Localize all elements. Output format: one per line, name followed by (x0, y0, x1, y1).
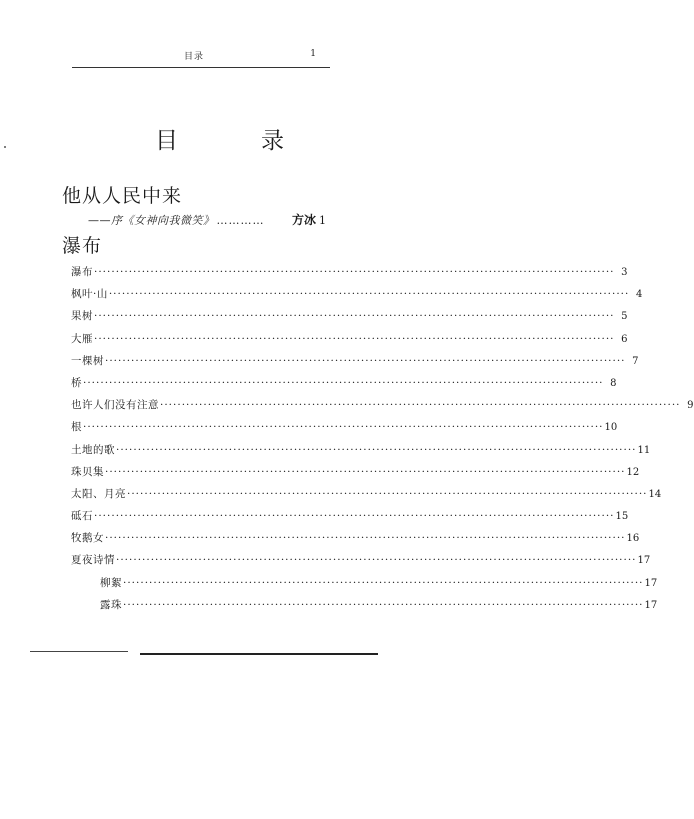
toc-entry (71, 375, 617, 397)
header-rule (72, 67, 330, 68)
toc-entry-title: 大雁 (71, 332, 93, 345)
leader-dots: ························································································································ (123, 598, 644, 611)
footer-rule-right (140, 653, 378, 655)
toc-entry-title: 牧鹅女 (71, 532, 104, 545)
toc-entry-title: 果树 (71, 310, 93, 323)
toc-entry-page: 12 (626, 466, 640, 478)
toc-entry-title: 柳絮 (100, 576, 122, 589)
toc-entry-title: 珠贝集 (71, 465, 104, 478)
toc-entry-title: 也许人们没有注意 (71, 399, 159, 412)
toc-entry-title: 桥 (71, 376, 82, 389)
toc-entry-page: 10 (604, 422, 618, 434)
toc-entry-title: 枫叶·山 (71, 288, 108, 301)
toc-entry-title: 一棵树 (71, 354, 104, 367)
toc-entry-page: 14 (648, 488, 662, 500)
toc-entry-page: 11 (637, 444, 651, 456)
leader-dots: ························································································································ (127, 487, 648, 500)
toc-entry (71, 530, 640, 552)
running-page-number: 1 (310, 49, 316, 59)
leader-dots: ························································································································ (116, 554, 637, 567)
leader-dots: ························································································································ (105, 532, 626, 545)
toc-entry (71, 419, 618, 441)
leader-dots: ························································································································ (123, 576, 644, 589)
toc-entry-page: 4 (636, 289, 643, 301)
toc-entry (71, 331, 628, 353)
toc-entry-title: 根 (71, 421, 82, 434)
toc-entry-page: 17 (644, 577, 658, 589)
toc-entry (71, 442, 651, 464)
leader-dots: ························································································································ (116, 443, 637, 456)
toc-entry-page: 7 (632, 355, 639, 367)
toc-entry-page: 5 (621, 311, 628, 323)
section-title-2: 瀑布 (62, 235, 103, 257)
leader-dots: ························································································································ (83, 376, 604, 389)
toc-entry (71, 264, 628, 286)
leader-dots: ························································································································ (94, 310, 615, 323)
toc-entry (71, 353, 639, 375)
toc-entry (71, 397, 694, 419)
toc-entry-page: 16 (626, 533, 640, 545)
leader-dots: ························································································································ (94, 510, 615, 523)
toc-entry-title: 瀑布 (71, 266, 93, 278)
running-title: 目录 (184, 52, 205, 62)
toc-entry (71, 597, 658, 619)
toc-entry-page: 17 (644, 599, 658, 611)
toc-entry-title: 砥石 (71, 510, 93, 523)
preface-author: 方冰 (291, 213, 316, 227)
leader-dots: ························································································································ (160, 399, 681, 412)
toc-entry-page: 9 (687, 400, 694, 412)
toc-entry-page: 8 (610, 377, 617, 389)
toc-entry (71, 308, 628, 330)
leader-dots: ························································································································ (105, 465, 626, 478)
section-title-1: 他从人民中来 (62, 185, 183, 207)
page-title: 目 录 (155, 128, 314, 154)
toc-entry-page: 6 (621, 333, 628, 345)
toc-entry-page: 3 (621, 267, 628, 278)
toc-entry (71, 286, 643, 308)
toc-entry (71, 552, 651, 574)
preface-page: 1 (319, 214, 326, 227)
toc-entry-title: 太阳、月亮 (71, 487, 126, 500)
leader-dots: ························································································································ (83, 421, 604, 434)
toc-entry-title: 露珠 (100, 598, 122, 611)
toc-entry (71, 486, 662, 508)
preface-text: ——序《女神向我微笑》 (88, 214, 215, 227)
leader-dots: ························································································································ (108, 288, 630, 301)
leader-dots: ························································································································ (94, 332, 615, 345)
leader-dots: ………… (216, 214, 265, 227)
toc-entry (71, 464, 640, 486)
toc-entry-title: 土地的歌 (71, 443, 115, 456)
toc-entry-page: 17 (637, 555, 651, 567)
preface-entry (88, 211, 326, 228)
running-header (72, 49, 330, 71)
leader-dots: ························································································································ (105, 354, 626, 367)
leader-dots: ························································································································ (94, 266, 615, 278)
footer-rule-left (30, 651, 128, 652)
toc-entry (71, 575, 658, 597)
toc-entry (71, 508, 629, 530)
toc-entry-page: 15 (615, 511, 629, 523)
toc-entry-title: 夏夜诗情 (71, 554, 115, 567)
scan-speck (4, 146, 6, 148)
toc-list (71, 264, 694, 619)
